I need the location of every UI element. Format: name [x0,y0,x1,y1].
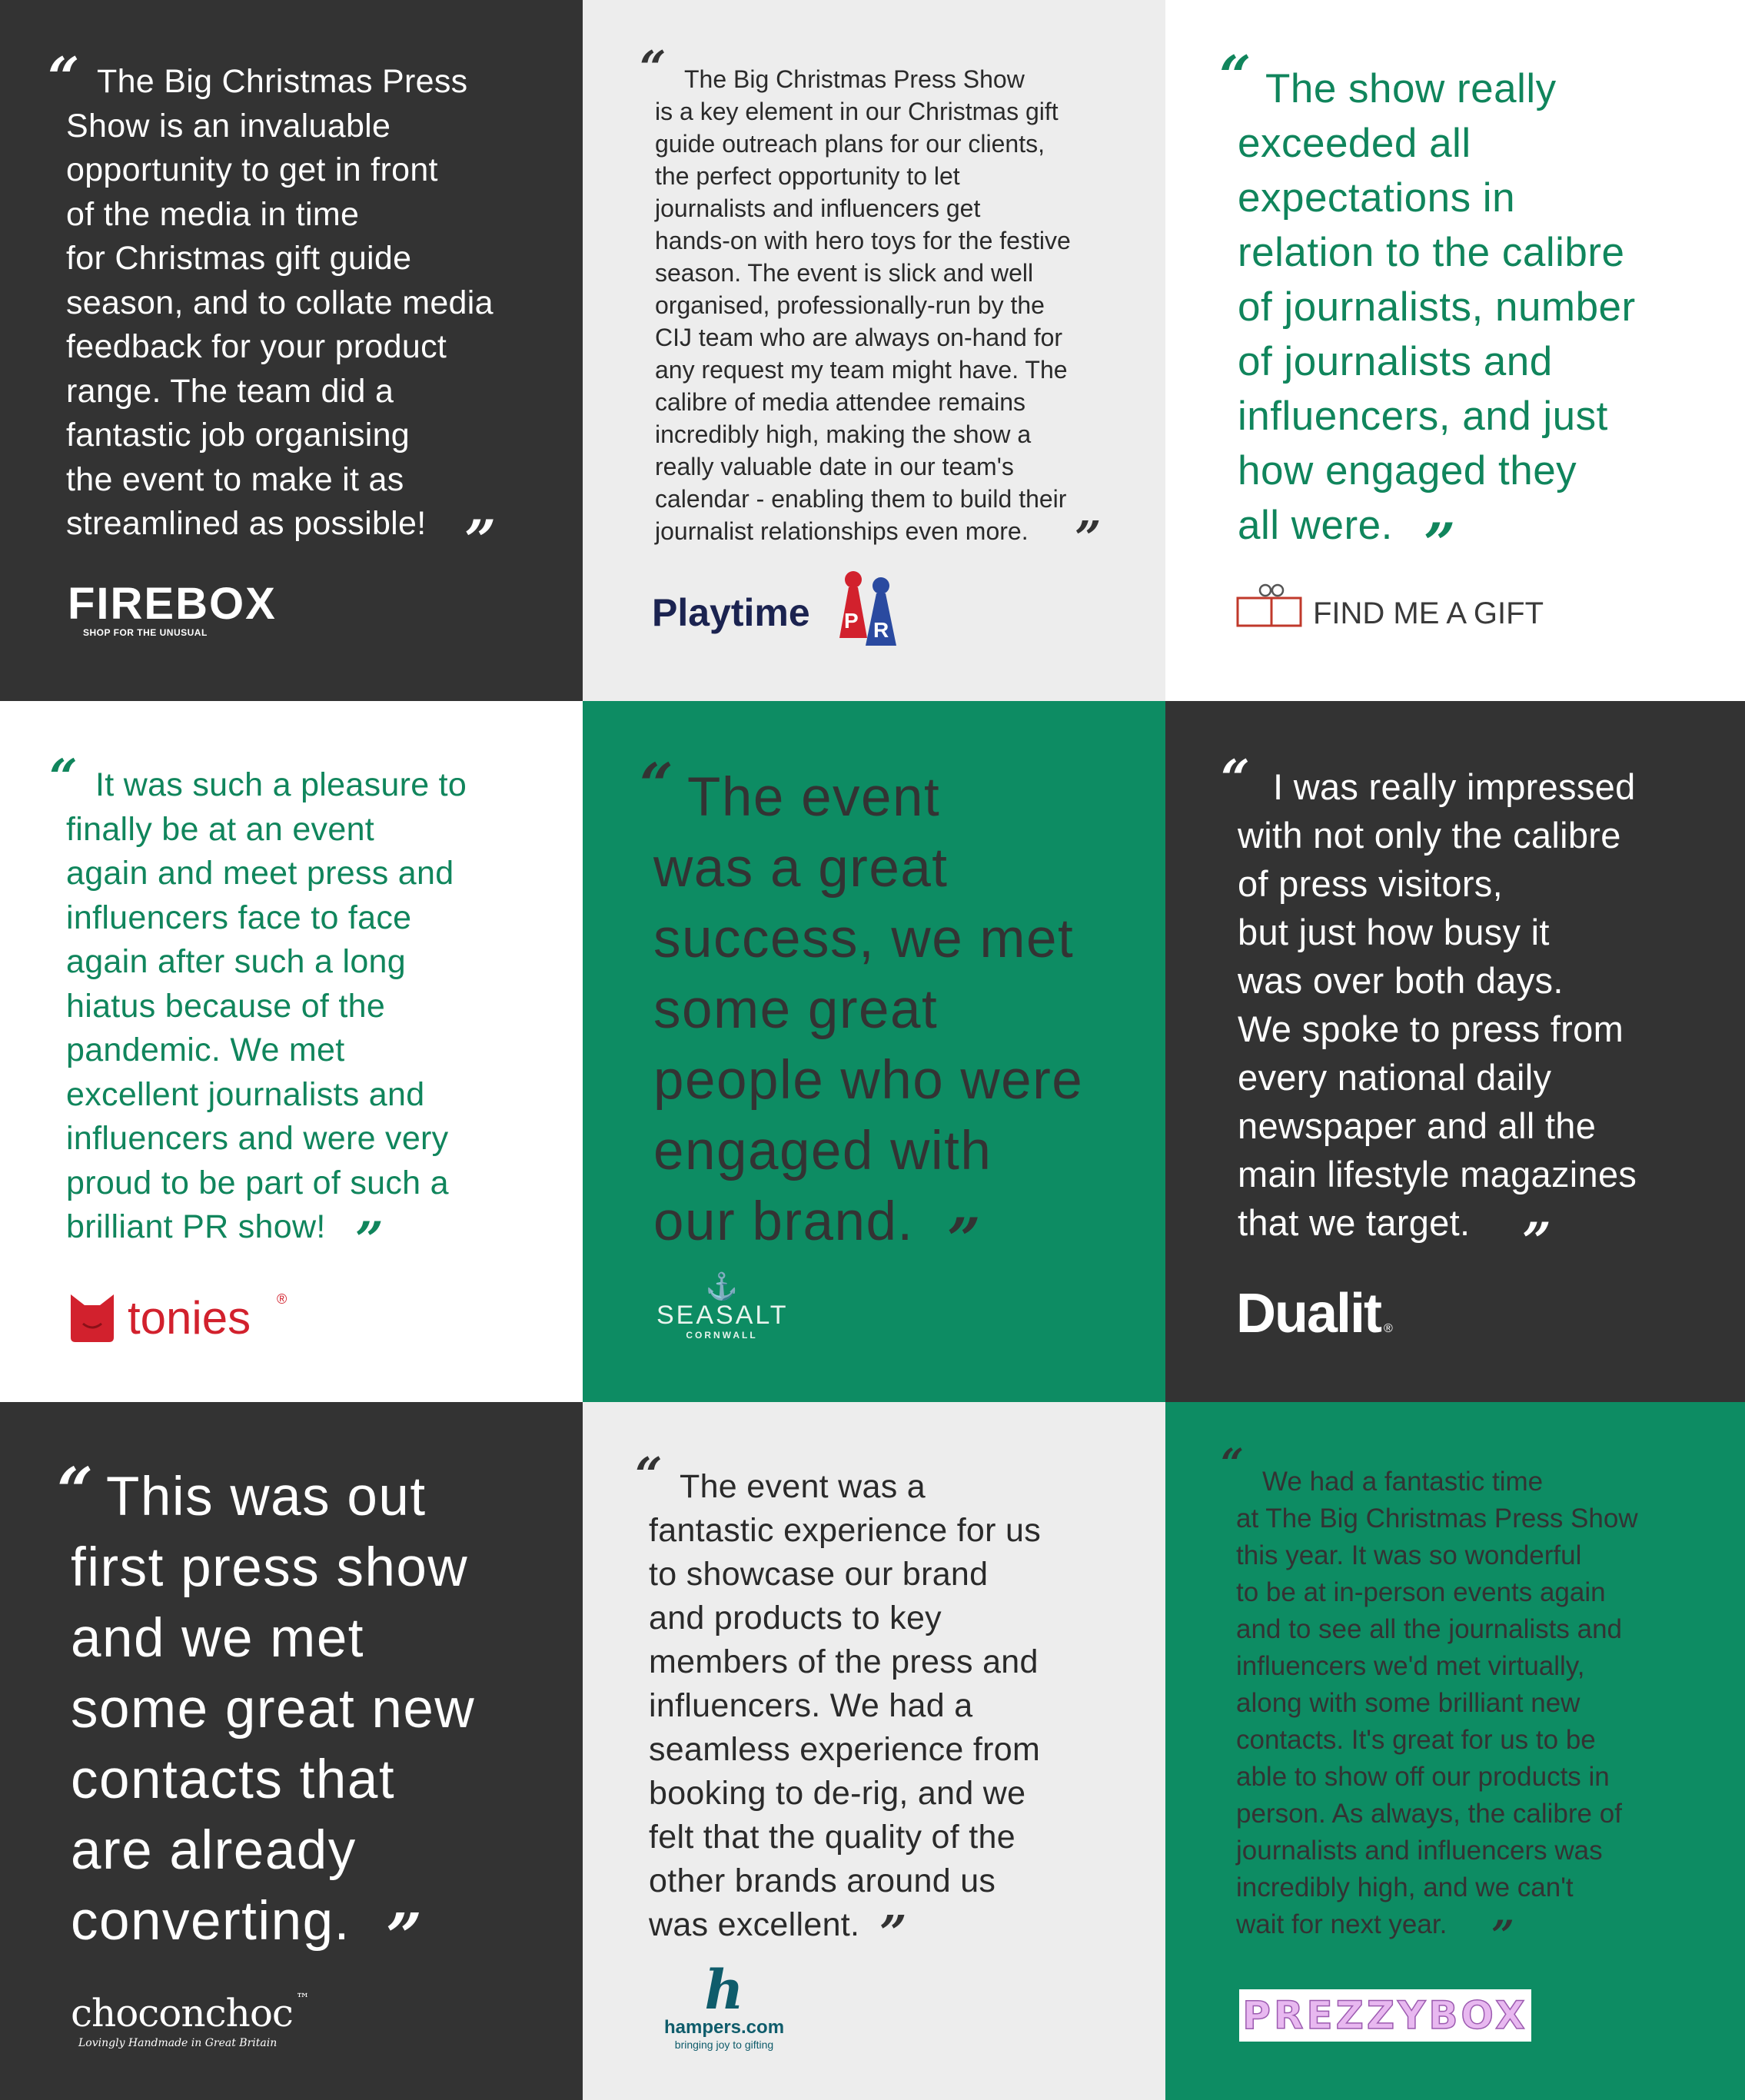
close-quote-mark: ” [1522,1211,1551,1271]
logo-letter-p: P [844,609,859,633]
anchor-icon: ⚓ [705,1272,739,1301]
testimonial-quote: It was such a pleasure to finally be at an event again and meet press and influencers face to face again after such a long hiatus because of the pandemic. We met excellent journalists and influencers and were very proud to be part of such a brilliant PR show! [66,766,467,1245]
registered-mark: ® [1384,1322,1393,1335]
open-quote-mark: “ [48,45,80,110]
gift-box-icon [1235,581,1304,629]
logo-text: SEASALT [656,1301,789,1330]
open-quote-mark: “ [49,749,78,806]
open-quote-mark: “ [635,1447,663,1503]
logo-tagline: SHOP FOR THE UNUSUAL [83,627,208,638]
close-quote-mark: ” [1424,510,1456,576]
close-quote-mark: ” [1491,1912,1514,1959]
logo-tagline: CORNWALL [686,1330,758,1341]
testimonial-tile-tonies [0,701,583,1402]
playtime-pr-logo [652,569,913,653]
testimonial-quote: The event was a fantastic experience for us to showcase our brand and products to key members of the press and influencers. We had a seamless experience from booking to de-rig, and we felt that the quality of the other brands around us was excellent. [649,1468,1042,1943]
logo-tagline: bringing joy to gifting [674,2039,774,2051]
testimonial-tile-firebox [0,0,583,701]
testimonial-quote: This was out first press show and we met some great new contacts that are already converting. [71,1467,476,1952]
trademark-mark: ™ [295,1991,310,2007]
logo-tagline: Lovingly Handmade in Great Britain [78,2037,278,2049]
open-quote-mark: “ [1221,1440,1244,1487]
logo-letter-r: R [873,618,889,642]
testimonial-quote: I was really impressed with not only the calibre of press visitors, but just how busy it was over both days. We spoke to press from every national daily newspaper and all the main lifestyle magazines that we target. [1238,766,1637,1243]
logo-text: FIND ME A GIFT [1313,596,1544,630]
open-quote-mark: “ [1219,43,1251,108]
testimonial-tile-choconchoc [0,1402,583,2100]
hampers-h-icon: h [704,1958,744,2022]
hampers-logo [647,1958,801,2051]
open-quote-mark: “ [640,42,666,95]
testimonial-tile-dualit [1165,701,1745,1402]
dualit-logo [1236,1282,1393,1345]
close-quote-mark: ” [879,1905,907,1961]
testimonial-tile-seasalt [583,701,1165,1402]
logo-text: Dualit [1236,1283,1381,1344]
close-quote-mark: ” [355,1211,384,1269]
testimonial-quote: We had a fantastic time at The Big Christmas Press Show this year. It was so wonderful to be at in-person events again and to see all the journalists and influencers we'd met virtually, along with some brilliant new contacts. It's great for us to be able to show off our products in person. As always, the calibre of journalists and influencers was incredibly high, and we can't wait for next year. [1236,1467,1638,1939]
logo-text: choconchoc [71,1991,293,2035]
close-quote-mark: ” [947,1205,981,1274]
open-quote-mark: “ [1221,749,1250,809]
testimonial-quote: The event was a great success, we met some great people who were engaged with our brand. [653,767,1084,1252]
testimonial-tile-prezzybox [1165,1402,1745,2100]
choconchoc-logo [71,1991,310,2049]
logo-text: Playtime [652,591,810,634]
tonies-cat-icon [68,1290,117,1344]
tonies-logo [68,1287,314,1348]
seasalt-logo [656,1273,787,1341]
close-quote-mark: ” [1075,512,1102,566]
prezzybox-logo [1239,1989,1531,2042]
registered-mark: ® [277,1291,288,1307]
testimonial-tile-hampers [583,1402,1165,2100]
logo-text: tonies [128,1292,251,1344]
firebox-logo [68,581,277,638]
open-quote-mark: “ [57,1454,94,1528]
logo-text: hampers.com [663,2017,785,2038]
testimonial-tile-playtime-pr [583,0,1165,701]
testimonial-quote: The show really exceeded all expectations in relation to the calibre of journalists, number of journalists and influencers, and just how engaged they all were. [1238,66,1636,548]
open-quote-mark: “ [640,750,673,819]
testimonial-tile-find-me-a-gift [1165,0,1745,701]
testimonial-quote: The Big Christmas Press Show is an invaluable opportunity to get in front of the media in time for Christmas gift guide season, and to collate media feedback for your product range. The team did a fantastic job organising the event to make it as streamlined as possible! [66,63,494,542]
logo-text: FIREBOX [68,579,277,629]
logo-text: PREZZYBOX [1242,1993,1528,2038]
testimonial-quote: The Big Christmas Press Show is a key element in our Christmas gift guide outreach plans for our clients, the perfect opportunity to let journalists and influencers get hands-on with hero toys for the festive season. The event is slick and well organised, professionally-run by the CIJ team who are always on-hand for any request my team might have. The calibre of media attendee remains incredibly high, making the show a really valuable date in our team's calendar - enabling them to build their journalist relationships even more. [655,65,1071,545]
close-quote-mark: ” [386,1900,423,1974]
close-quote-mark: ” [464,507,497,573]
